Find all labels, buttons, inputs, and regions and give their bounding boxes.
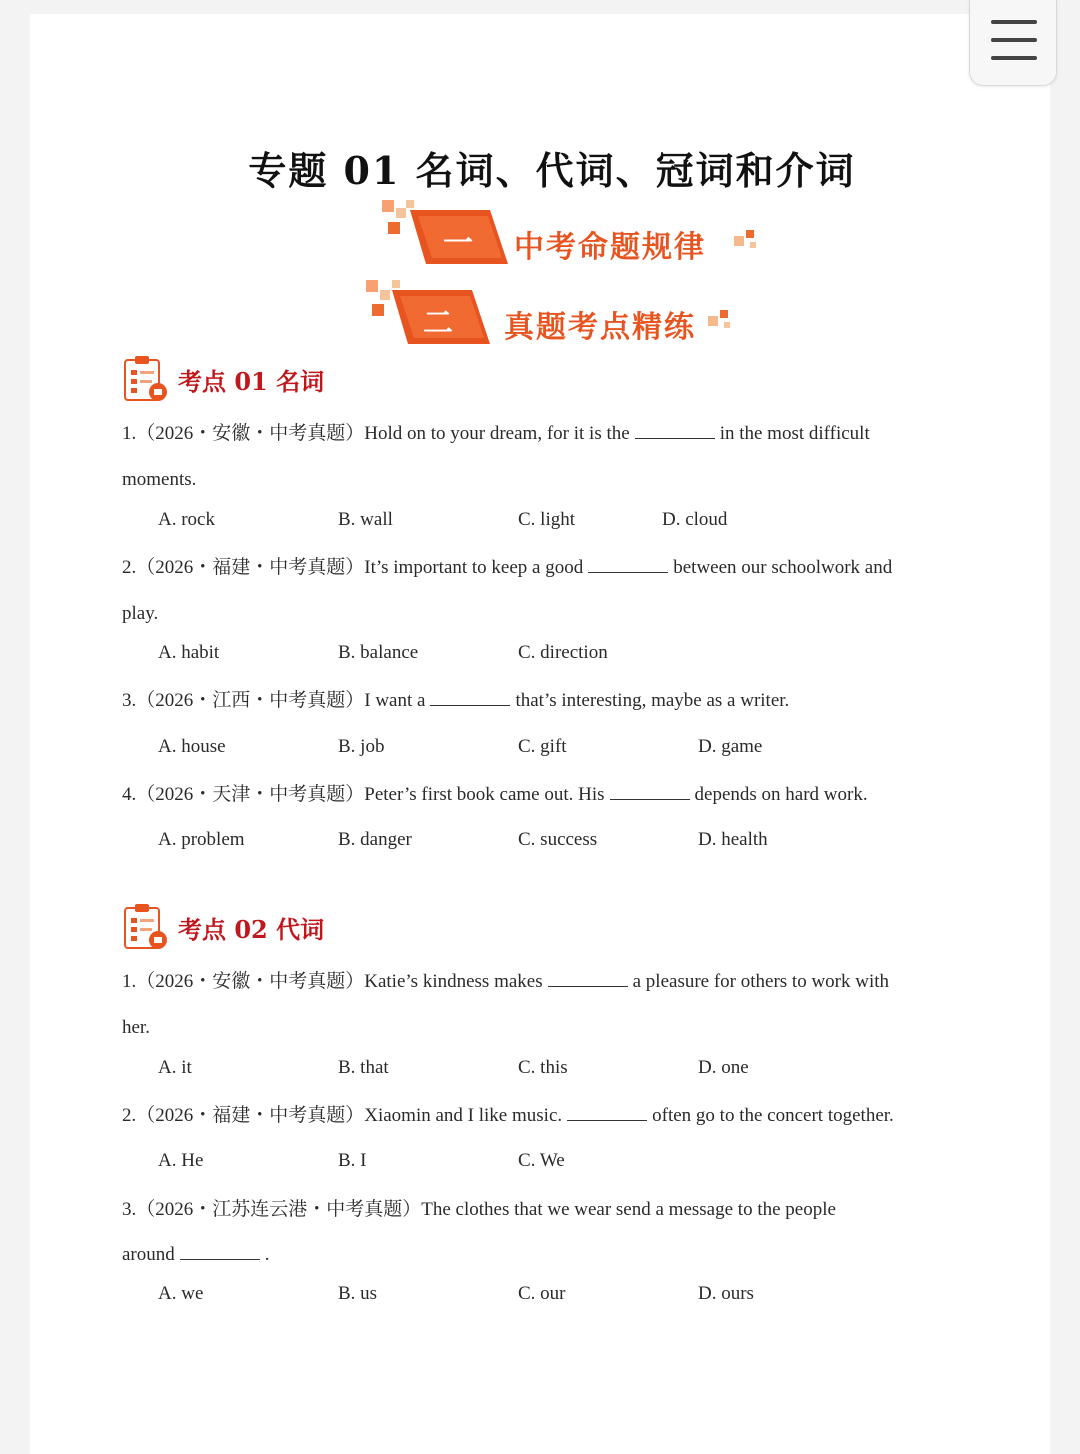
answer-blank [180,1239,260,1260]
option-d[interactable]: D. game [698,736,763,757]
option-b[interactable]: B. wall [338,509,393,530]
option-b[interactable]: B. that [338,1057,389,1078]
option-c[interactable]: C. success [518,829,598,850]
question-text: 4.（2026・天津・中考真题）Peter’s first book came out. His [122,784,605,805]
banner-2-text: 真题考点精练 [504,310,696,345]
menu-icon-bar [991,56,1037,60]
option-b[interactable]: B. balance [338,642,419,663]
answer-blank [548,966,628,987]
document-title: 专题 01 名词、代词、冠词和介词 [248,148,856,193]
option-a[interactable]: A. habit [158,642,220,663]
question-text: between our schoolwork and [673,557,893,578]
menu-button[interactable] [969,0,1057,86]
menu-icon-bar [991,38,1037,42]
option-c[interactable]: C. direction [518,642,608,663]
option-a[interactable]: A. it [158,1057,192,1078]
option-a[interactable]: A. He [158,1150,204,1171]
option-b[interactable]: B. I [338,1150,367,1171]
option-a[interactable]: A. problem [158,829,245,850]
question-text: 2.（2026・福建・中考真题）Xiaomin and I like music. [122,1105,563,1126]
option-b[interactable]: B. danger [338,829,412,850]
answer-blank [588,552,668,573]
answer-blank [635,418,715,439]
question-text: that’s interesting, maybe as a writer. [515,690,790,711]
option-b[interactable]: B. us [338,1283,378,1304]
banner-1-text: 中考命题规律 [514,230,706,265]
question-text: 3.（2026・江西・中考真题）I want a [122,690,426,711]
answer-blank [430,685,510,706]
section-title: 考点 02 代词 [178,915,325,944]
option-c[interactable]: C. We [518,1150,565,1171]
option-a[interactable]: A. rock [158,509,215,530]
question-text: 1.（2026・安徽・中考真题）Hold on to your dream, for it is the [122,423,630,444]
answer-blank [610,779,690,800]
banner-1-number: 一 [443,226,473,261]
question-2-3-line2 [122,1232,962,1278]
option-c[interactable]: C. gift [518,736,567,757]
option-d[interactable]: D. health [698,829,768,850]
question-1-2-line2: play. [122,603,159,624]
clipboard-icon [122,902,168,950]
question-1-1 [122,411,962,457]
option-c[interactable]: C. light [518,509,576,530]
banner-2 [364,278,754,348]
answer-blank [567,1100,647,1121]
clipboard-icon [122,354,168,402]
question-text: around [122,1244,175,1265]
question-1-1-line2: moments. [122,469,197,490]
option-d[interactable]: D. one [698,1057,749,1078]
question-text: . [264,1244,270,1265]
question-2-1 [122,959,962,1005]
menu-icon [991,20,1037,24]
question-1-3 [122,678,962,724]
question-text: 2.（2026・福建・中考真题）It’s important to keep a good [122,557,584,578]
question-text: a pleasure for others to work with [632,971,890,992]
option-d[interactable]: D. ours [698,1283,754,1304]
banner-2-number: 二 [423,306,453,341]
option-c[interactable]: C. this [518,1057,568,1078]
question-1-4 [122,772,962,818]
question-text: often go to the concert together. [652,1105,894,1126]
option-d[interactable]: D. cloud [662,509,728,530]
question-text: depends on hard work. [694,784,868,805]
question-2-3: 3.（2026・江苏连云港・中考真题）The clothes that we wear send a message to the people [122,1199,836,1220]
banner-1 [378,198,768,268]
option-a[interactable]: A. house [158,736,226,757]
question-2-1-line2: her. [122,1017,150,1038]
option-c[interactable]: C. our [518,1283,566,1304]
option-b[interactable]: B. job [338,736,385,757]
question-text: in the most difficult [719,423,870,444]
option-a[interactable]: A. we [158,1283,204,1304]
section-title: 考点 01 名词 [178,367,325,396]
question-2-2 [122,1093,962,1139]
question-1-2 [122,545,962,591]
question-text: 1.（2026・安徽・中考真题）Katie’s kindness makes [122,971,543,992]
